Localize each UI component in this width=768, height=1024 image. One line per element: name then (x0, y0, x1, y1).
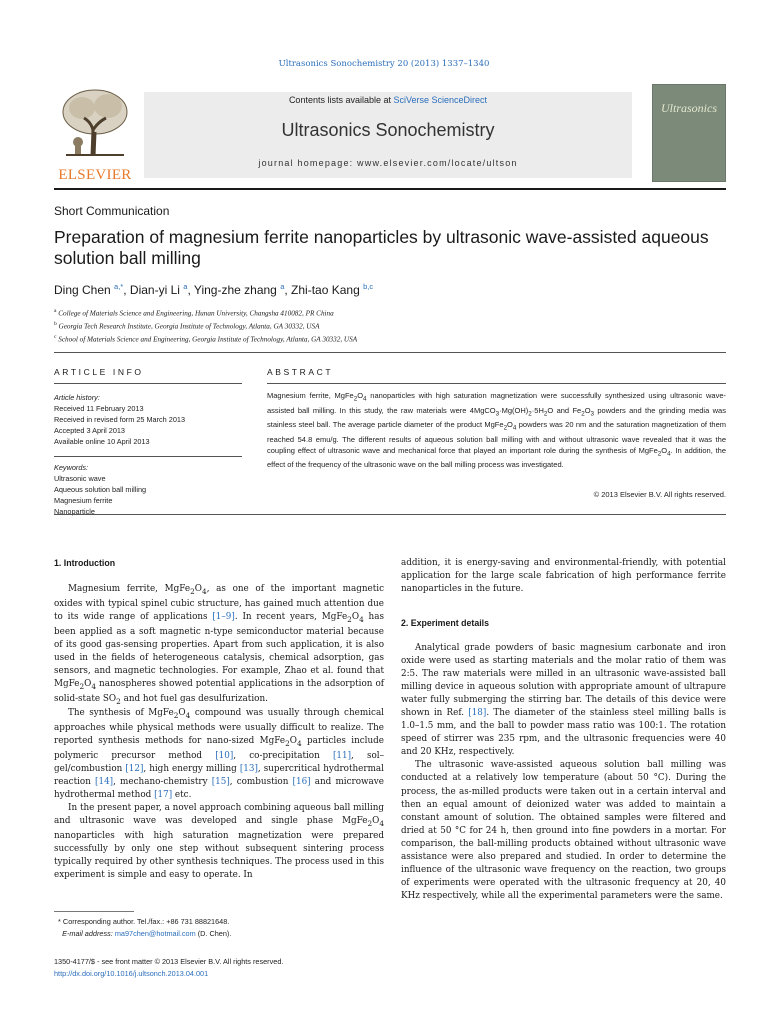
journal-cover[interactable] (652, 84, 726, 182)
article-history (54, 392, 242, 447)
abstract-text: Magnesium ferrite, $MgFe_2O_4$ nanoparticles with high saturation magnetization were successfully synthesized using ultrasonic wave-assisted ball milling. In this study, the raw materials were $4MgCO_3\cdot Mg(OH)_2\cdot 5H_2O$ and $Fe_2O_3$ powders and the grinding media was stainless steel ball. The average particle diameter of the product $MgFe_2O_4$ powders was 20 nm and the saturation magnetization of them reached 54.8 emu/g. The different results of aqueous solution ball milling with and without ultrasonic wave revealed that it was the coupling effect of ultrasonic wave and mechanical force that played an important role during the synthesis of $MgFe_2O_4$. In addition, the effect of the frequency of the ultrasonic wave on the ball milling process was investigated. (267, 391, 726, 470)
elsevier-tree-icon (58, 86, 132, 158)
journal-reference[interactable]: Ultrasonics Sonochemistry 20 (2013) 1337–1340 (278, 59, 490, 69)
affiliation-mark: c (54, 334, 57, 341)
footnote (54, 916, 384, 940)
author-list: Ding Chen $^{a,*}$, Dian-yi Li $^a$, Ying-zhe zhang $^a$, Zhi-tao Kang $^{b,c}$ (54, 282, 374, 297)
affiliation (54, 332, 726, 345)
affiliation-text: Georgia Tech Research Institute, Georgia Institute of Technology, Atlanta, GA 30332, USA (58, 322, 320, 331)
elsevier-wordmark: ELSEVIER (58, 167, 132, 183)
history-item: Received 11 February 2013 (54, 404, 144, 413)
author-affiliation-mark[interactable]: a,* (114, 282, 124, 291)
email-suffix: (D. Chen). (197, 929, 232, 938)
experiment-text: Analytical grade powders of basic magnesium carbonate and iron oxide were used as starting materials and the molar ratio of them was 2:5. The raw materials were milled in an ultrasonic wave-assisted ball milling device in aqueous solution with appropriate amount of ultrapure water fully submerging the stirring bar. The details of this device were shown in Ref. [18]. The diameter of the stainless steel milling balls is 1.0–1.5 mm, and the ball to powder mass ratio was 100:1. The rotation speed of stirrer was 235 rpm, and the ultrasonic frequencies were 40 and 20 KHz, respectively. The ultrasonic wave-assisted aqueous solution ball milling was conducted at a relatively low temperature (about 50 °C). During the process, the as-milled products were taken out in a certain interval and then an equal amount of deionized water was added to maintain a constant amount of solution. The obtained samples were filtered and dried at 50 °C for 24 h, then ground into fine powders in a mortar. For comparison, the ball-milling products obtained without ultrasonic wave assistance were also prepared and studied. In order to determine the influence of the ultrasonic wave frequency on the reaction, two groups of experiments were operated with the ultrasonic frequency at 20, 40 KHz respectively, while all the experimental parameters were the same. (401, 643, 727, 901)
introduction-continued: addition, it is energy-saving and environmental-friendly, with potential application for the large scale fabrication of high performance ferrite nanoparticles in the future. (401, 558, 726, 595)
keyword: Magnesium ferrite (54, 496, 113, 505)
info-rule (54, 456, 242, 457)
affiliation-text: School of Materials Science and Engineering, Georgia Institute of Technology, Atlanta, GA 30332, USA (58, 335, 358, 344)
sciencedirect-link[interactable]: SciVerse ScienceDirect (393, 95, 488, 105)
contents-prefix: Contents lists available at (288, 95, 391, 105)
affiliation (54, 319, 726, 332)
section-rule (54, 352, 726, 353)
contents-line (144, 95, 632, 105)
article-info-label: ARTICLE INFO (54, 367, 144, 377)
email-line (54, 928, 384, 940)
email-link[interactable]: ma97chen@hotmail.com (114, 929, 196, 938)
info-rule (54, 383, 242, 384)
affiliation-text: College of Materials Science and Engineering, Hunan University, Changsha 410082, PR China (58, 309, 334, 318)
keyword: Aqueous solution ball milling (54, 485, 147, 494)
corresponding-text: Corresponding author. Tel./fax.: +86 731 88821648. (62, 917, 230, 926)
masthead-rule (54, 188, 726, 190)
history-item: Accepted 3 April 2013 (54, 426, 125, 435)
author-name: Ying-zhe zhang (193, 283, 277, 297)
copyright: © 2013 Elsevier B.V. All rights reserved. (593, 490, 726, 499)
affiliation (54, 306, 726, 319)
journal-banner (144, 92, 632, 178)
experiment-heading: 2. Experiment details (401, 618, 490, 628)
keywords (54, 462, 242, 517)
abstract-label: ABSTRACT (267, 367, 334, 377)
journal-homepage[interactable]: journal homepage: www.elsevier.com/locate/ultson (258, 158, 518, 168)
affiliation-mark: b (54, 321, 57, 328)
author-name: Zhi-tao Kang (291, 283, 360, 297)
author-affiliation-mark[interactable]: a (183, 282, 188, 291)
affiliations (54, 306, 726, 346)
abstract-rule (267, 383, 726, 384)
masthead (54, 84, 726, 186)
affiliation-mark: a (54, 308, 57, 314)
keywords-title: Keywords: (54, 463, 89, 472)
article-title: Preparation of magnesium ferrite nanoparticles by ultrasonic wave-assisted aqueous solution ball milling (54, 227, 709, 268)
footnote-rule (54, 911, 134, 912)
corresponding-author: * Corresponding author. Tel./fax.: +86 731 88821648. (54, 917, 230, 926)
elsevier-logo[interactable] (54, 84, 136, 186)
issn-block (54, 956, 384, 980)
introduction-heading: 1. Introduction (54, 558, 116, 568)
issn-text: 1350-4177/$ - see front matter © 2013 Elsevier B.V. All rights reserved. (54, 957, 284, 966)
journal-title: Ultrasonics Sonochemistry (281, 120, 495, 140)
history-item: Received in revised form 25 March 2013 (54, 415, 186, 424)
cover-title: Ultrasonics (660, 101, 717, 115)
history-title: Article history: (54, 393, 100, 402)
doi-link[interactable]: http://dx.doi.org/10.1016/j.ultsonch.2013.04.001 (54, 969, 209, 978)
email-label: E-mail address: (62, 929, 113, 938)
article-type: Short Communication (54, 204, 170, 218)
author-affiliation-mark[interactable]: a (280, 282, 285, 291)
author-name: Ding Chen (54, 283, 111, 297)
author-affiliation-mark[interactable]: b,c (363, 282, 374, 291)
section-rule (54, 514, 726, 515)
introduction-text: Magnesium ferrite, $MgFe_2O_4$, as one of the important magnetic oxides with typical spinel cubic structure, has gained much attention due to its wide range of applications [1–9]. In recent years, $MgFe_2O_4$ has been applied as a soft magnetic n-type semiconductor material because of its good gas-sensing properties. Apart from such application, it is also used in the fields of heterogeneous catalysis, chemical adsorption, gas sensors, and magnetic technologies. For example, Zhao et al. found that $MgFe_2O_4$ nanospheres showed potential applications in the adsorption of solid-state $SO_2$ and hot fuel gas desulfurization. The synthesis of $MgFe_2O_4$ compound was usually through chemical approaches while physical methods were usually difficult to realize. The reported synthesis methods for nano-sized $MgFe_2O_4$ particles include polymeric precursor method [10], co-precipitation [11], sol–gel/combustion [12], high energy milling [13], supercritical hydrothermal reaction [14], mechano-chemistry [15], combustion [16] and microwave hydrothermal method [17] etc. In the present paper, a novel approach combining aqueous ball milling and ultrasonic wave was developed and single phase $MgFe_2O_4$ nanoparticles with high saturation magnetization were prepared successfully by only one step without subsequent sintering process typically required by other synthesis techniques. The process used in this experiment is simple and easy to operate. In (54, 584, 385, 881)
author-name: Dian-yi Li (129, 283, 180, 297)
keyword: Ultrasonic wave (54, 474, 106, 483)
history-item: Available online 10 April 2013 (54, 437, 150, 446)
keyword: Nanoparticle (54, 507, 95, 516)
